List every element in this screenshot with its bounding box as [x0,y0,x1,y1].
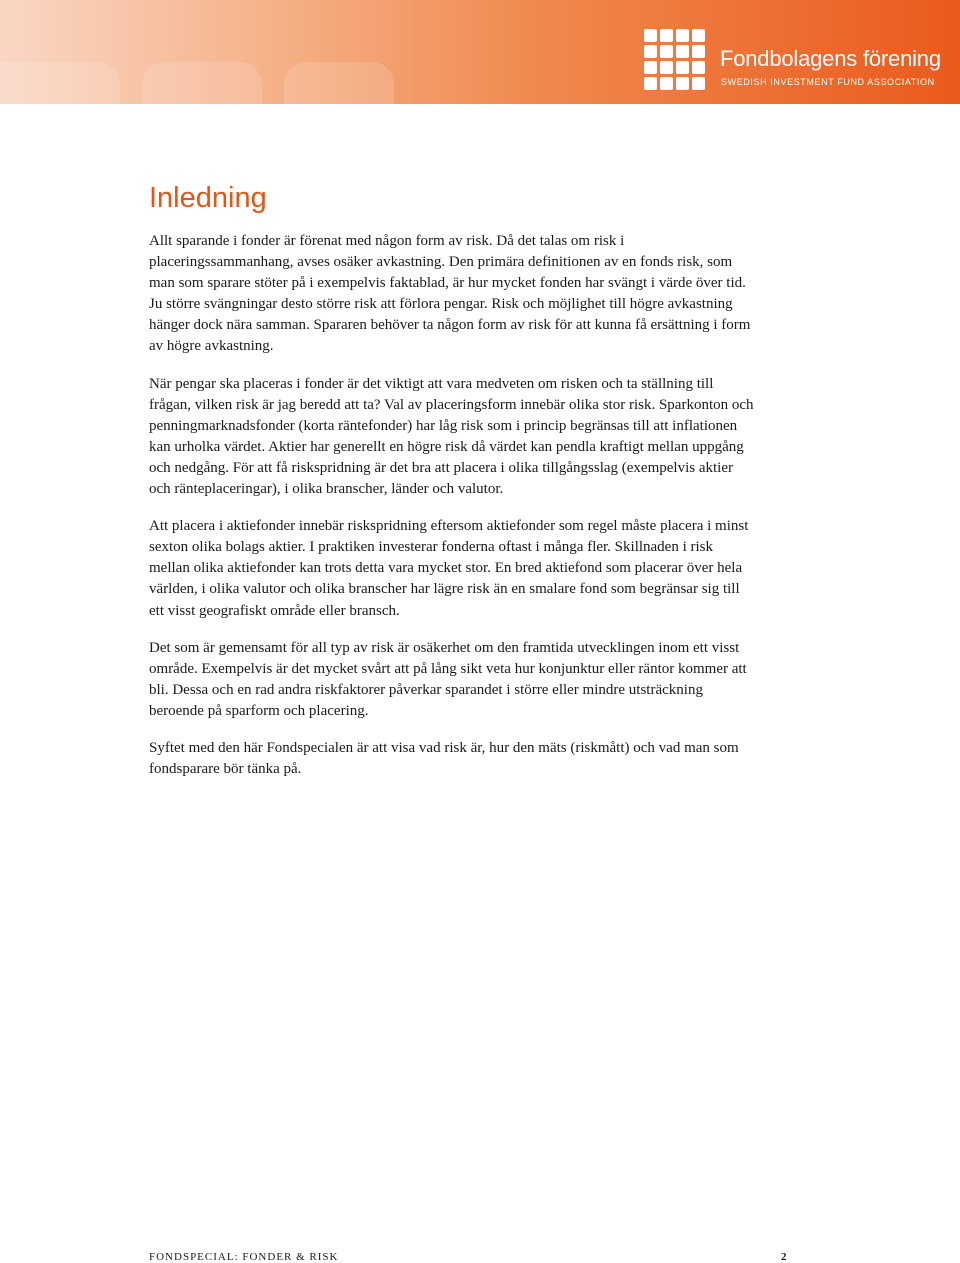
paragraph: Allt sparande i fonder är förenat med någon form av risk. Då det talas om risk i placeringssammanhang, avses osäker avkastning. Den primära definitionen av en fonds risk, som man som sparare stöter på i exempelvis faktablad, är hur mycket fonden har svängt i värde över tid. Ju större svängningar desto större risk att förlora pengar. Risk och möjlighet till högre avkastning hänger dock nära samman. Spararen behöver ta någon form av risk för att kunna få ersättning i form av högre avkastning. [149,233,751,355]
body-text [149,231,755,796]
header-band [0,0,960,104]
paragraph: När pengar ska placeras i fonder är det viktigt att vara medveten om risken och ta ställning till frågan, vilken risk är jag beredd att ta? Val av placeringsform innebär olika stor risk. Sparkonton och penningmarknadsfonder (korta räntefonder) har låg risk som i princip begränsas till att inflationen kan urholka värdet. Aktier har generellt en högre risk då värdet kan pendla kraftigt mellan uppgång och nedgång. För att få riskspridning är det bra att placera i olika tillgångsslag (exempelvis aktier och ränteplaceringar), i olika branscher, länder och valutor. [149,375,754,498]
paragraph: Att placera i aktiefonder innebär riskspridning eftersom aktiefonder som regel måste placera i minst sexton olika bolags aktier. I praktiken investerar fonderna oftast i många fler. Skillnaden i risk mellan olika aktiefonder kan trots detta vara mycket stor. En bred aktiefond som placerar över hela världen, i olika valutor och olika branscher har lägre risk än en smalare fond som begränsar sig till ett visst geografiskt område eller bransch. [149,518,749,619]
header-tab-decoration [0,62,120,104]
header-tab-decoration [284,62,394,104]
header-tab-decoration [142,62,262,104]
paragraph: Det som är gemensamt för all typ av risk är osäkerhet om den framtida utvecklingen inom ett visst område. Exempelvis är det mycket svårt att på lång sikt veta hur konjunktur eller räntor kommer att bli. Dessa och en rad andra riskfaktorer påverkar sparandet i större eller mindre utsträckning beroende på sparform och placering. [149,639,747,719]
grid-logo-icon [644,29,708,91]
brand-subtitle: SWEDISH INVESTMENT FUND ASSOCIATION [721,77,935,87]
brand-name: Fondbolagens förening [720,46,941,71]
paragraph: Syftet med den här Fondspecialen är att visa vad risk är, hur den mäts (riskmått) och vad man som fondsparare bör tänka på. [149,739,739,778]
page-number: 2 [781,1251,787,1263]
page-title: Inledning [149,182,267,214]
footer-label: FONDSPECIAL: FONDER & RISK [149,1251,339,1263]
